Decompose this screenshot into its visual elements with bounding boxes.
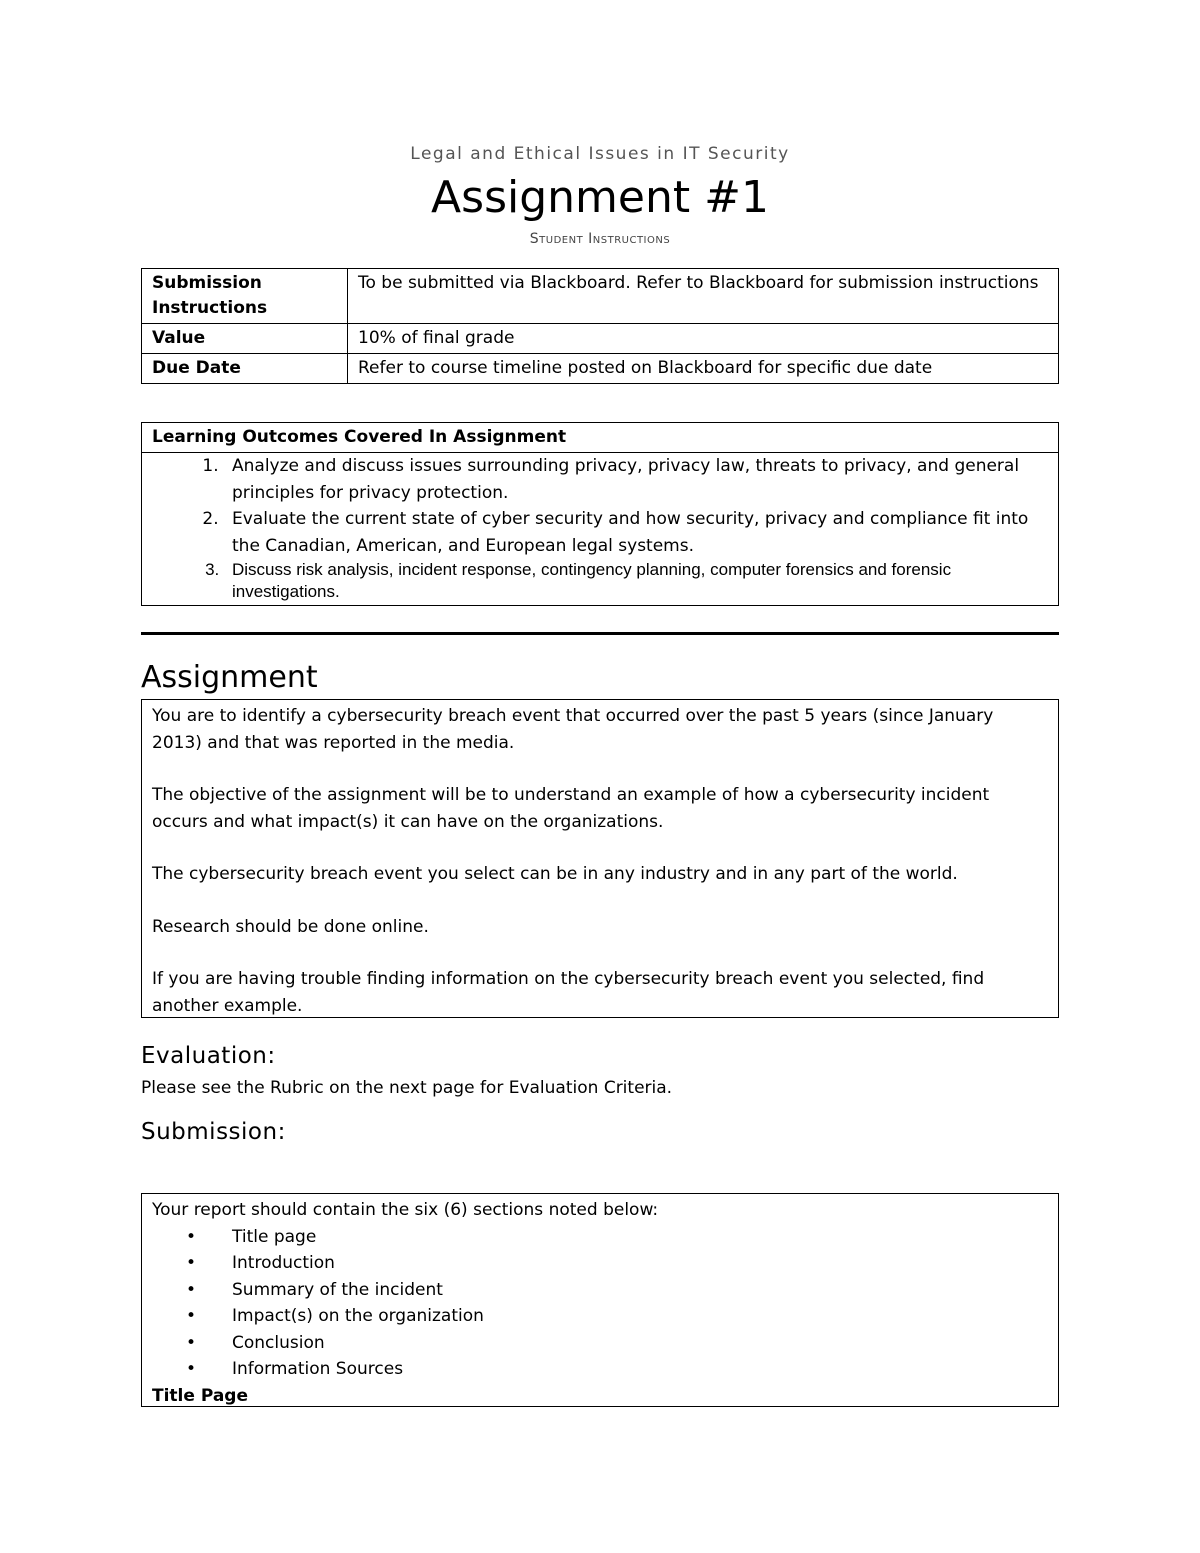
list-item	[186, 1330, 1048, 1357]
row-label: Value	[142, 324, 348, 354]
list-item	[186, 1303, 1048, 1330]
assignment-heading: Assignment	[141, 660, 318, 695]
row-value: Refer to course timeline posted on Blackboard for specific due date	[348, 354, 1059, 384]
course-name: Legal and Ethical Issues in IT Security	[410, 144, 790, 164]
section-divider	[141, 632, 1059, 635]
submission-intro: Your report should contain the six (6) sections noted below:	[152, 1200, 659, 1220]
paragraph: You are to identify a cybersecurity breach event that occurred over the past 5 years (since January 2013) and that was reported in the media.	[152, 706, 994, 753]
sections-list	[152, 1224, 1048, 1383]
submission-info-table	[141, 268, 1059, 384]
list-item-label: Conclusion	[232, 1332, 325, 1353]
page-subtitle: Student Instructions	[529, 231, 671, 247]
submission-box	[141, 1193, 1059, 1407]
list-item-label: Impact(s) on the organization	[232, 1306, 484, 1326]
bullet-icon: •	[186, 1332, 197, 1353]
list-item: 1. Analyze and discuss issues surrounding privacy, privacy law, threats to privacy, and general principles for privacy protection.	[224, 453, 1048, 506]
title-page-heading: Title Page	[152, 1385, 248, 1406]
row-label: Submission Instructions	[142, 269, 348, 324]
learning-outcomes-table	[141, 422, 1059, 606]
paragraph: The cybersecurity breach event you select can be in any industry and in any part of the world.	[152, 864, 958, 884]
list-item	[186, 1356, 1048, 1383]
row-value: To be submitted via Blackboard. Refer to Blackboard for submission instructions	[348, 269, 1059, 324]
list-item	[186, 1224, 1048, 1251]
paragraph: If you are having trouble finding information on the cybersecurity breach event you selected, find another example.	[152, 969, 985, 1016]
learning-outcomes-heading: Learning Outcomes Covered In Assignment	[142, 423, 1059, 453]
bullet-icon: •	[186, 1226, 197, 1247]
table-row	[142, 269, 1059, 324]
row-label: Due Date	[142, 354, 348, 384]
page-title: Assignment #1	[431, 172, 769, 223]
row-value: 10% of final grade	[348, 324, 1059, 354]
list-item-label: Information Sources	[232, 1359, 404, 1379]
list-item-label: Summary of the incident	[232, 1279, 443, 1300]
list-item	[186, 1250, 1048, 1277]
bullet-icon: •	[186, 1359, 197, 1379]
bullet-icon: •	[186, 1279, 197, 1300]
list-item: 2. Evaluate the current state of cyber security and how security, privacy and compliance fit into the Canadian, American, and European legal systems.	[224, 506, 1048, 559]
bullet-icon: •	[186, 1253, 197, 1273]
table-row	[142, 354, 1059, 384]
paragraph: Research should be done online.	[152, 916, 429, 937]
submission-heading: Submission:	[141, 1119, 286, 1145]
assignment-box	[141, 699, 1059, 1018]
evaluation-text: Please see the Rubric on the next page for Evaluation Criteria.	[141, 1078, 673, 1098]
list-item: 3. Discuss risk analysis, incident response, contingency planning, computer forensics and forensic investigations.	[224, 559, 1048, 603]
list-item-label: Introduction	[232, 1253, 335, 1273]
bullet-icon: •	[186, 1306, 197, 1326]
learning-outcomes-list	[152, 453, 1048, 603]
list-item-label: Title page	[232, 1226, 317, 1247]
list-item	[186, 1277, 1048, 1304]
table-row	[142, 324, 1059, 354]
evaluation-heading: Evaluation:	[141, 1043, 276, 1069]
paragraph: The objective of the assignment will be to understand an example of how a cybersecurity incident occurs and what impact(s) it can have on the organizations.	[152, 785, 990, 832]
learning-outcomes-cell	[142, 453, 1059, 606]
